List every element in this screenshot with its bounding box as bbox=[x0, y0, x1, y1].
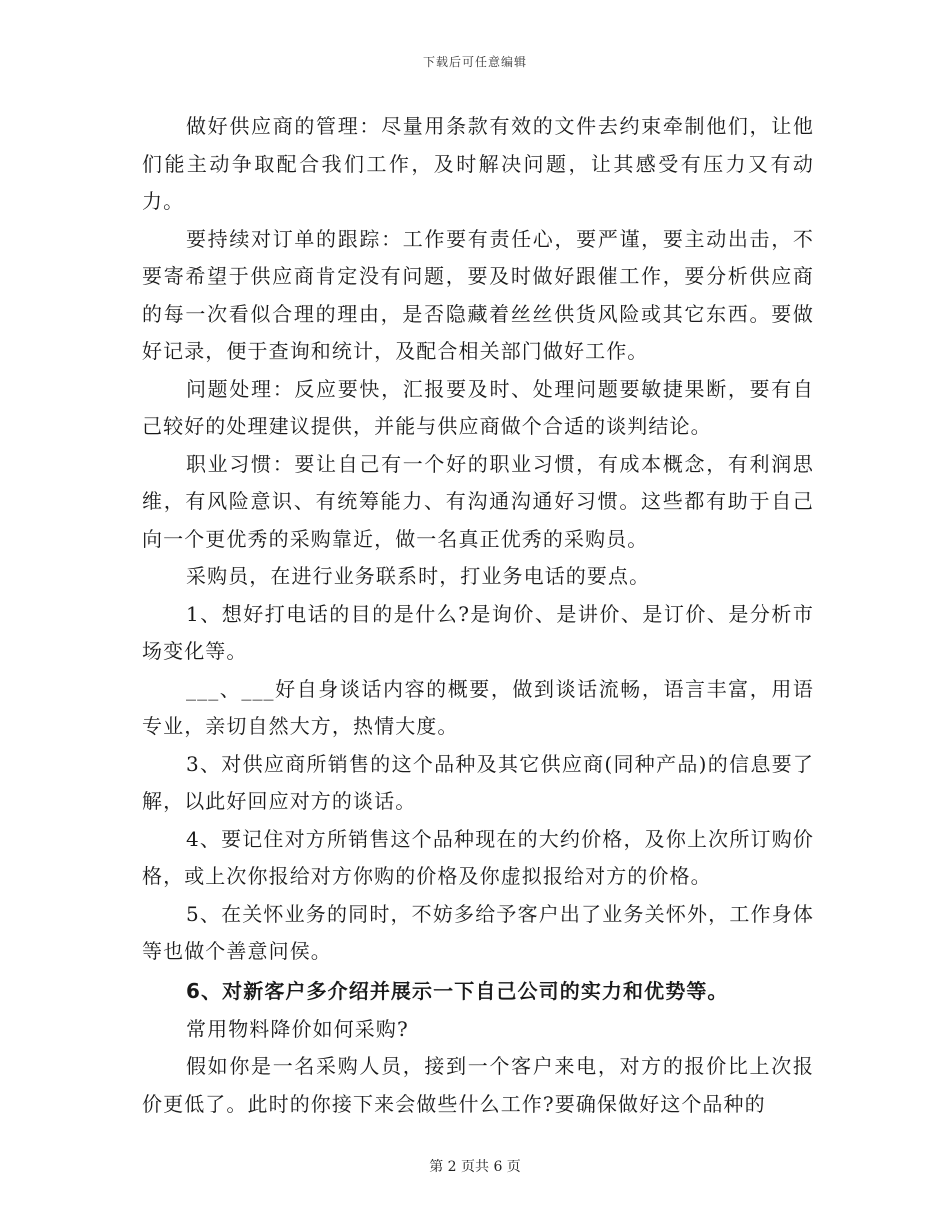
page-header: 下载后可任意编辑 bbox=[422, 55, 527, 69]
list-item-2: ___、___好自身谈话内容的概要，做到谈话流畅，语言丰富，用语专业，亲切自然大方，热情大度。 bbox=[142, 676, 814, 738]
paragraph-supplier-management: 做好供应商的管理：尽量用条款有效的文件去约束牵制他们，让他们能主动争取配合我们工作，及时解决问题，让其感受有压力又有动力。 bbox=[142, 114, 814, 213]
list-item-1: 1、想好打电话的目的是什么?是询价、是讲价、是订价、是分析市场变化等。 bbox=[142, 601, 814, 663]
list-item-5: 5、在关怀业务的同时，不妨多给予客户出了业务关怀外，工作身体等也做个善意问侯。 bbox=[142, 901, 814, 963]
paragraph-professional-habits: 职业习惯：要让自己有一个好的职业习惯，有成本概念，有利润思维，有风险意识、有统筹能力、有沟通沟通好习惯。这些都有助于自己向一个更优秀的采购靠近，做一名真正优秀的采购员。 bbox=[142, 451, 814, 551]
list-item-6: 6、对新客户多介绍并展示一下自己公司的实力和优势等。 bbox=[186, 978, 729, 1003]
document-body bbox=[142, 108, 814, 1123]
page-footer: 第 2 页共 6 页 bbox=[429, 1159, 521, 1175]
paragraph-phone-tips-intro: 采购员，在进行业务联系时，打业务电话的要点。 bbox=[186, 564, 651, 588]
section-heading-price-reduction: 常用物料降价如何采购? bbox=[186, 1016, 409, 1041]
paragraph-scenario: 假如你是一名采购人员，接到一个客户来电，对方的报价比上次报价更低了。此时的你接下来会做些什么工作?要确保做好这个品种的 bbox=[142, 1054, 814, 1116]
list-item-4: 4、要记住对方所销售这个品种现在的大约价格，及你上次所订购价格，或上次你报给对方你购的价格及你虚拟报给对方的价格。 bbox=[142, 826, 814, 888]
paragraph-problem-handling: 问题处理：反应要快，汇报要及时、处理问题要敏捷果断，要有自己较好的处理建议提供，并能与供应商做个合适的谈判结论。 bbox=[142, 376, 814, 438]
list-item-3: 3、对供应商所销售的这个品种及其它供应商(同种产品)的信息要了解，以此好回应对方的谈话。 bbox=[142, 751, 814, 813]
paragraph-order-tracking: 要持续对订单的跟踪：工作要有责任心，要严谨，要主动出击，不要寄希望于供应商肯定没有问题，要及时做好跟催工作，要分析供应商的每一次看似合理的理由，是否隐藏着丝丝供货风险或其它东西。要做好记录，便于查询和统计，及配合相关部门做好工作。 bbox=[142, 226, 814, 363]
